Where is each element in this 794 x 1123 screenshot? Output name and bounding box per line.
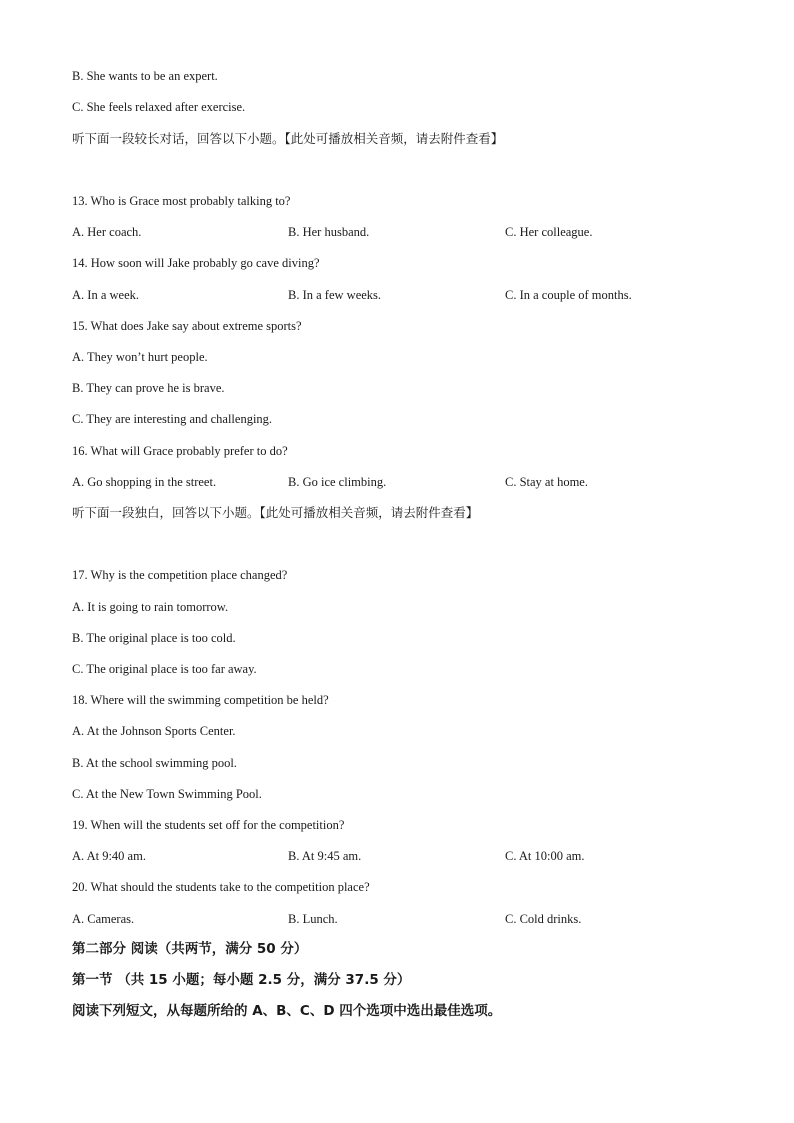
part-two-heading: 第二部分 阅读（共两节，满分 50 分） (72, 941, 308, 957)
q15-option-c: C. They are interesting and challenging. (72, 412, 273, 426)
q16-option-c: C. Stay at home. (505, 475, 588, 489)
q14-option-a: A. In a week. (72, 288, 139, 302)
question-15: 15. What does Jake say about extreme sports? (72, 319, 302, 333)
section-instruction-monologue: 听下面一段独白，回答以下小题。【此处可播放相关音频，请去附件查看】 (72, 505, 479, 520)
q16-option-b: B. Go ice climbing. (288, 475, 387, 489)
q18-option-a: A. At the Johnson Sports Center. (72, 724, 236, 738)
question-19: 19. When will the students set off for the competition? (72, 818, 345, 832)
question-13: 13. Who is Grace most probably talking to? (72, 194, 291, 208)
q13-option-c: C. Her colleague. (505, 225, 593, 239)
q14-option-b: B. In a few weeks. (288, 288, 382, 302)
reading-instruction: 阅读下列短文，从每题所给的 A、B、C、D 四个选项中选出最佳选项。 (72, 1003, 502, 1019)
q18-option-b: B. At the school swimming pool. (72, 756, 237, 770)
q16-option-a: A. Go shopping in the street. (72, 475, 217, 489)
q19-option-b: B. At 9:45 am. (288, 849, 362, 863)
q15-option-b: B. They can prove he is brave. (72, 381, 225, 395)
q20-option-a: A. Cameras. (72, 912, 135, 926)
question-17: 17. Why is the competition place changed? (72, 568, 288, 582)
question-16: 16. What will Grace probably prefer to do? (72, 444, 288, 458)
section-instruction-dialogue: 听下面一段较长对话，回答以下小题。【此处可播放相关音频，请去附件查看】 (72, 131, 504, 146)
q13-option-b: B. Her husband. (288, 225, 370, 239)
q19-option-a: A. At 9:40 am. (72, 849, 146, 863)
q18-option-c: C. At the New Town Swimming Pool. (72, 787, 262, 801)
q17-option-c: C. The original place is too far away. (72, 662, 257, 676)
q19-option-c: C. At 10:00 am. (505, 849, 585, 863)
q12-option-b: B. She wants to be an expert. (72, 69, 218, 83)
q17-option-b: B. The original place is too cold. (72, 631, 236, 645)
question-14: 14. How soon will Jake probably go cave diving? (72, 256, 320, 270)
q17-option-a: A. It is going to rain tomorrow. (72, 600, 229, 614)
q15-option-a: A. They won’t hurt people. (72, 350, 208, 364)
question-18: 18. Where will the swimming competition be held? (72, 693, 329, 707)
q20-option-c: C. Cold drinks. (505, 912, 582, 926)
question-20: 20. What should the students take to the competition place? (72, 880, 370, 894)
q12-option-c: C. She feels relaxed after exercise. (72, 100, 246, 114)
q13-option-a: A. Her coach. (72, 225, 142, 239)
q14-option-c: C. In a couple of months. (505, 288, 632, 302)
q20-option-b: B. Lunch. (288, 912, 338, 926)
section-one-heading: 第一节 （共 15 小题；每小题 2.5 分，满分 37.5 分） (72, 972, 411, 988)
